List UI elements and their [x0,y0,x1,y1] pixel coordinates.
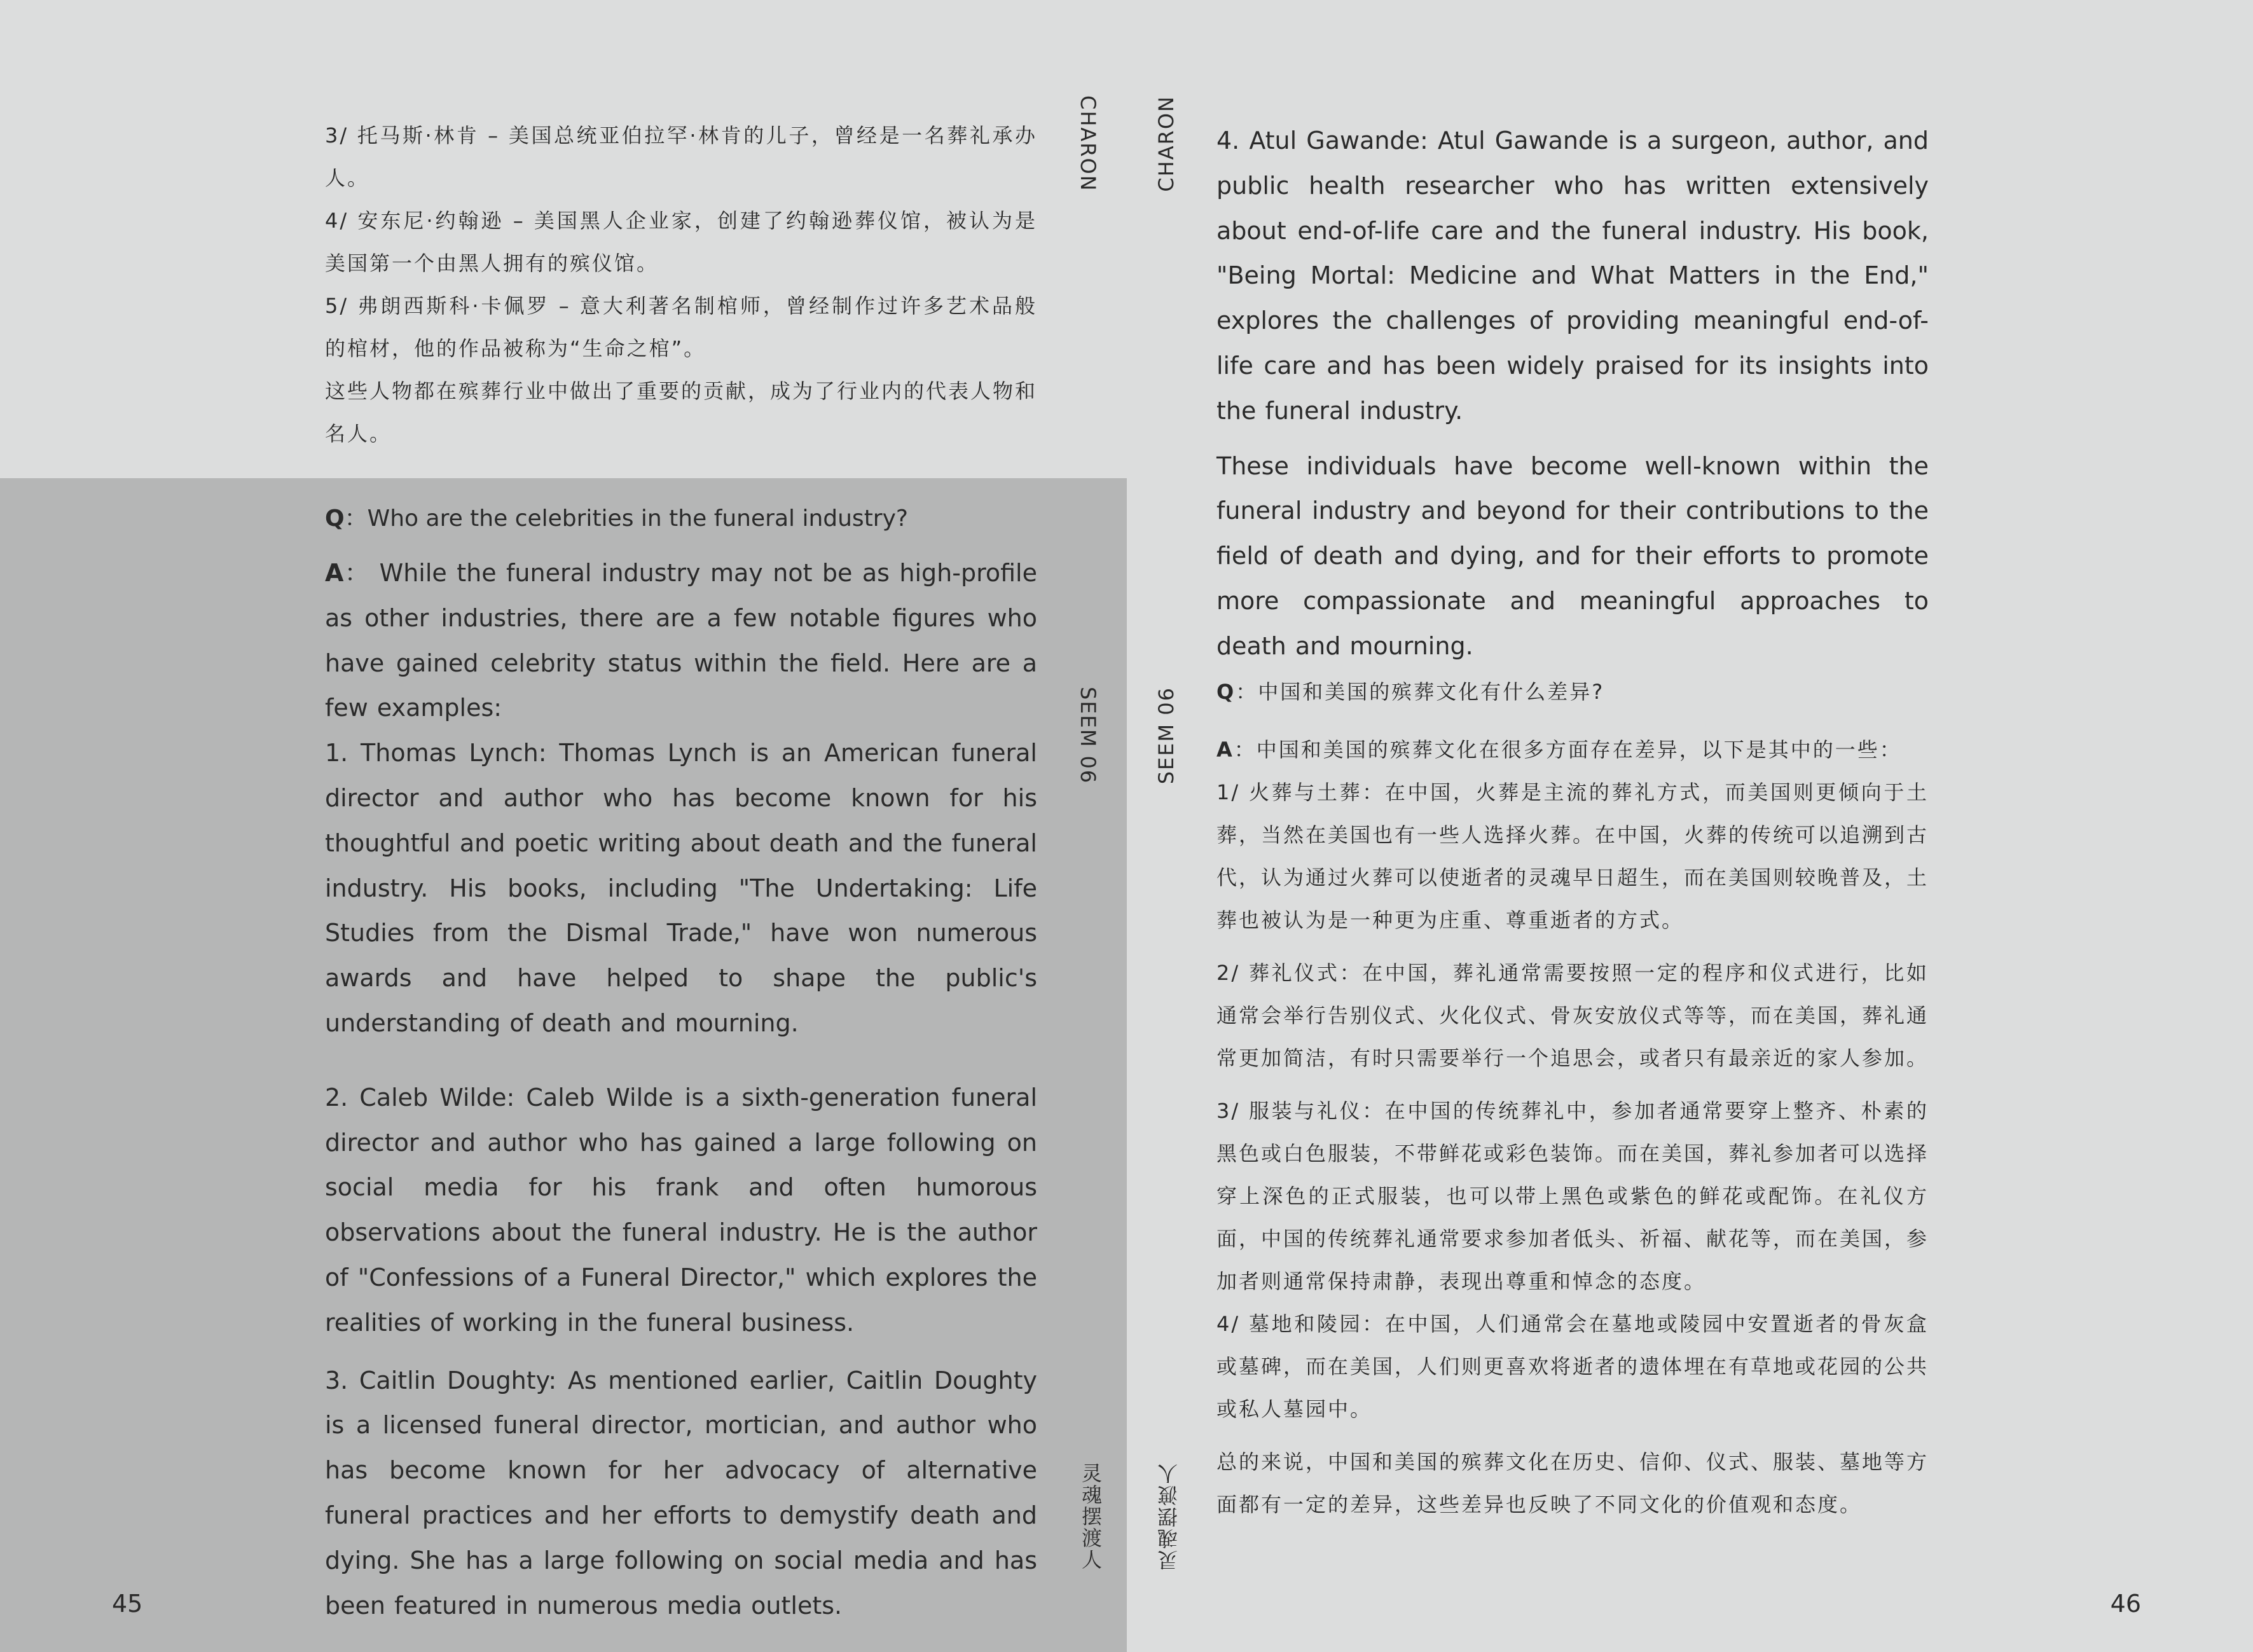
page-number: 46 [2110,1590,2141,1618]
answer-item: 3. Caitlin Doughty: As mentioned earlier, Caitlin Doughty is a licensed funeral director, mortician, and author who has become known for her advocacy of alternative funeral practices and her efforts to demystify death and dying. She has a large following on social media and has been featured in numerous media outlets. [325,1366,1037,1620]
q-label: Q [1216,680,1236,704]
left-qa [325,500,1037,1628]
right-zh-qa [1216,671,1929,1526]
side-label-seem: SEEM 06 [1076,687,1100,785]
a-label: A [325,559,344,587]
zh-item: 3/ 服装与礼仪：在中国的传统葬礼中，参加者通常要穿上整齐、朴素的黑色或白色服装，不带鲜花或彩色装饰。而在美国，葬礼参加者可以选择穿上深色的正式服装，也可以带上黑色或紫色的鲜花或配饰。在礼仪方面，中国的传统葬礼通常要求参加者低头、祈福、献花等，而在美国，参加者则通常保持肃静，表现出尊重和悼念的态度。 [1216,1099,1929,1293]
question-text: 中国和美国的殡葬文化有什么差异? [1258,680,1605,704]
answer-summary: These individuals have become well-known within the funeral industry and beyond for their contributions to the field of death and dying, and for their efforts to promote more compassionate and meaningful approaches to death and mourning. [1216,451,1929,660]
question: Q：Who are the celebrities in the funeral industry? [325,506,909,532]
question-text: Who are the celebrities in the funeral industry? [367,506,909,532]
a-label: A [1216,738,1234,762]
side-label-title: 灵魂摆渡人 [1078,1463,1103,1571]
question: Q：中国和美国的殡葬文化有什么差异? [1216,680,1605,704]
answer-item: 1. Thomas Lynch: Thomas Lynch is an American funeral director and author who has become known for his thoughtful and poetic writing about death and the funeral industry. His books, including "The Undertaking: Life Studies from the Dismal Trade," have won numerous awards and have helped to shape the public's understanding of death and mourning. [325,739,1037,1037]
answer-intro: A：中国和美国的殡葬文化在很多方面存在差异，以下是其中的一些： [1216,738,1902,762]
answer-item: 2. Caleb Wilde: Caleb Wilde is a sixth-generation funeral director and author who has gained a large following on social media for his frank and often humorous observations about the funeral industry. He is the author of "Confessions of a Funeral Director," which explores the realities of working in the funeral business. [325,1083,1037,1337]
side-label-charon: CHARON [1154,95,1178,192]
right-en-block [1216,118,1929,669]
conclusion: 总的来说，中国和美国的殡葬文化在历史、信仰、仪式、服装、墓地等方面都有一定的差异，这些差异也反映了不同文化的价值观和态度。 [1216,1450,1929,1517]
answer-intro: A： While the funeral industry may not be as high-profile as other industries, there are a few notable figures who have gained celebrity status within the field. Here are a few examples: [325,559,1037,722]
side-label-seem: SEEM 06 [1154,687,1178,785]
zh-item: 4/ 安东尼·约翰逊 – 美国黑人企业家，创建了约翰逊葬仪馆，被认为是美国第一个由黑人拥有的殡仪馆。 [325,209,1037,275]
zh-item: 这些人物都在殡葬行业中做出了重要的贡献，成为了行业内的代表人物和名人。 [325,379,1038,446]
zh-item: 2/ 葬礼仪式：在中国，葬礼通常需要按照一定的程序和仪式进行，比如通常会举行告别仪式、火化仪式、骨灰安放仪式等等，而在美国，葬礼通常更加简洁，有时只需要举行一个追思会，或者只有最亲近的家人参加。 [1216,961,1929,1070]
answer-intro-text: 中国和美国的殡葬文化在很多方面存在差异，以下是其中的一些： [1256,738,1902,762]
zh-item: 1/ 火葬与土葬：在中国，火葬是主流的葬礼方式，而美国则更倾向于土葬，当然在美国也有一些人选择火葬。在中国，火葬的传统可以追溯到古代，认为通过火葬可以使逝者的灵魂早日超生，而在美国则较晚普及，土葬也被认为是一种更为庄重、尊重逝者的方式。 [1216,780,1929,932]
page-number: 45 [112,1590,143,1618]
answer-intro-text: While the funeral industry may not be as high-profile as other industries, there are a few notable figures who have gained celebrity status within the field. Here are a few examples: [325,559,1037,722]
side-label-title: 灵魂摆渡人 [1157,1463,1181,1571]
q-label: Q [325,506,345,532]
answer-item: 4. Atul Gawande: Atul Gawande is a surgeon, author, and public health researcher who has written extensively about end-of-life care and the funeral industry. His book, "Being Mortal: Medicine and What Matters in the End," explores the challenges of providing meaningful end-of-life care and has been widely praised for its insights into the funeral industry. [1216,127,1929,425]
zh-item: 4/ 墓地和陵园：在中国，人们通常会在墓地或陵园中安置逝者的骨灰盒或墓碑，而在美国，人们则更喜欢将逝者的遗体埋在有草地或花园的公共或私人墓园中。 [1216,1312,1929,1421]
zh-item: 3/ 托马斯·林肯 – 美国总统亚伯拉罕·林肯的儿子，曾经是一名葬礼承办人。 [325,123,1037,190]
zh-item: 5/ 弗朗西斯科·卡佩罗 – 意大利著名制棺师，曾经制作过许多艺术品般的棺材，他的作品被称为“生命之棺”。 [325,294,1037,361]
side-label-charon: CHARON [1076,95,1100,192]
left-zh-list [325,114,1037,455]
